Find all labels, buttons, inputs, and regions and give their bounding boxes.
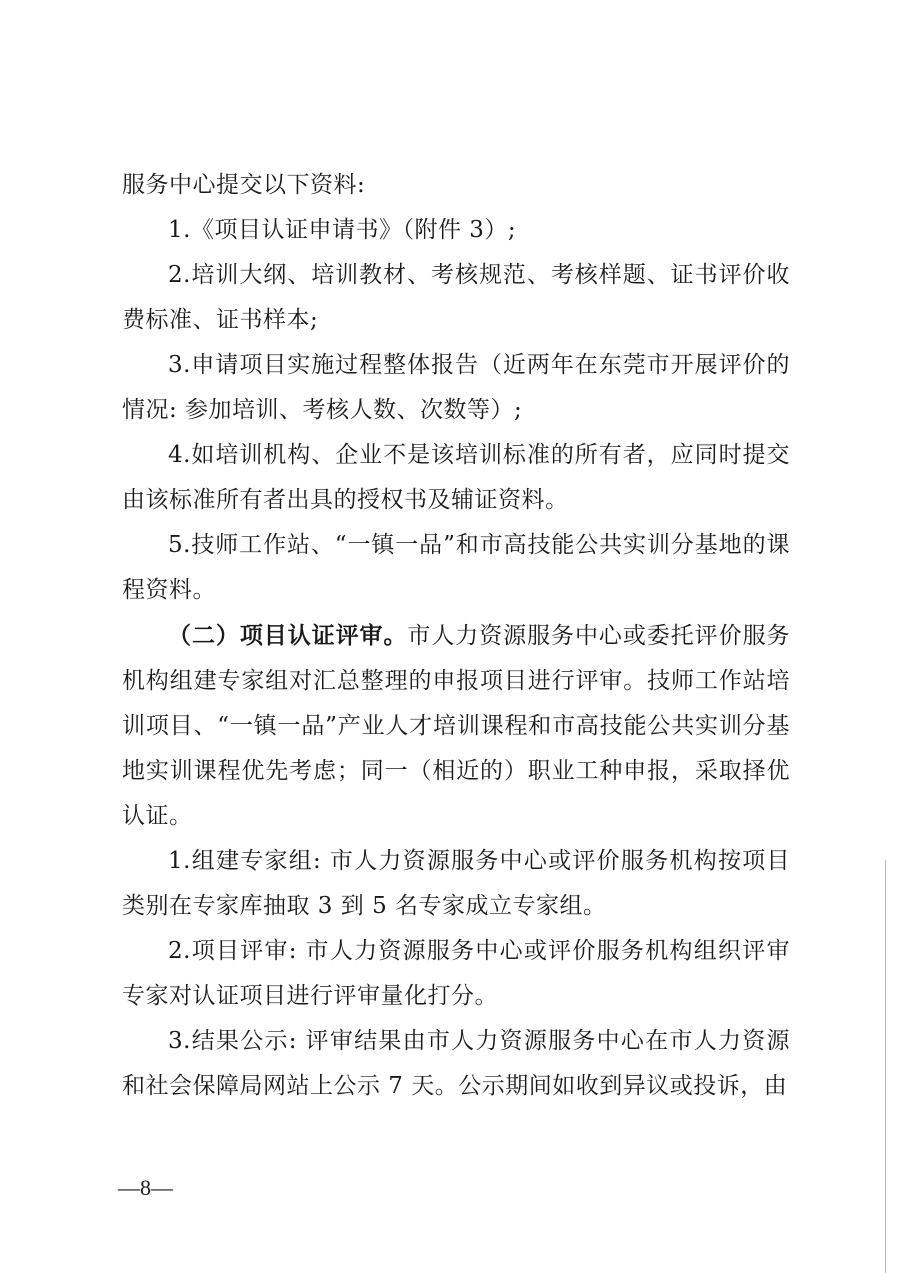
review-step-2: 2.项目评审: 市人力资源服务中心或评价服务机构组织评审专家对认证项目进行评审量化打分。	[122, 938, 790, 1009]
paragraph-intro: 服务中心提交以下资料:	[122, 172, 366, 198]
list-item-2: 2.培训大纲、培训教材、考核规范、考核样题、证书评价收费标准、证书样本;	[122, 262, 790, 333]
page-number: —8—	[118, 1175, 173, 1200]
section-body: 市人力资源服务中心或委托评价服务机构组建专家组对汇总整理的申报项目进行评审。技师工作站培训项目、“一镇一品”产业人才培训课程和市高技能公共实训分基地实训课程优先考虑；同一（相近的）职业工种申报，采取择优认证。	[122, 623, 791, 829]
list-item-4: 4.如培训机构、企业不是该培训标准的所有者，应同时提交由该标准所有者出具的授权书及辅证资料。	[122, 442, 790, 513]
review-step-1: 1.组建专家组: 市人力资源服务中心或评价服务机构按项目类别在专家库抽取 3 到 5 名专家成立专家组。	[122, 848, 790, 919]
review-step-3: 3.结果公示: 评审结果由市人力资源服务中心在市人力资源和社会保障局网站上公示 7 天。公示期间如收到异议或投诉，由	[122, 1028, 790, 1099]
document-body	[122, 163, 790, 1109]
scan-edge-line	[885, 860, 886, 1273]
section-heading: （二）项目认证评审。	[168, 622, 408, 649]
list-item-3: 3.申请项目实施过程整体报告（近两年在东莞市开展评价的情况: 参加培训、考核人数、次数等）;	[122, 352, 790, 423]
section-review-paragraph	[122, 613, 790, 839]
list-item-1: 1.《项目认证申请书》（附件 3）;	[168, 217, 517, 243]
list-item-5: 5.技师工作站、“一镇一品”和市高技能公共实训分基地的课程资料。	[122, 532, 790, 603]
